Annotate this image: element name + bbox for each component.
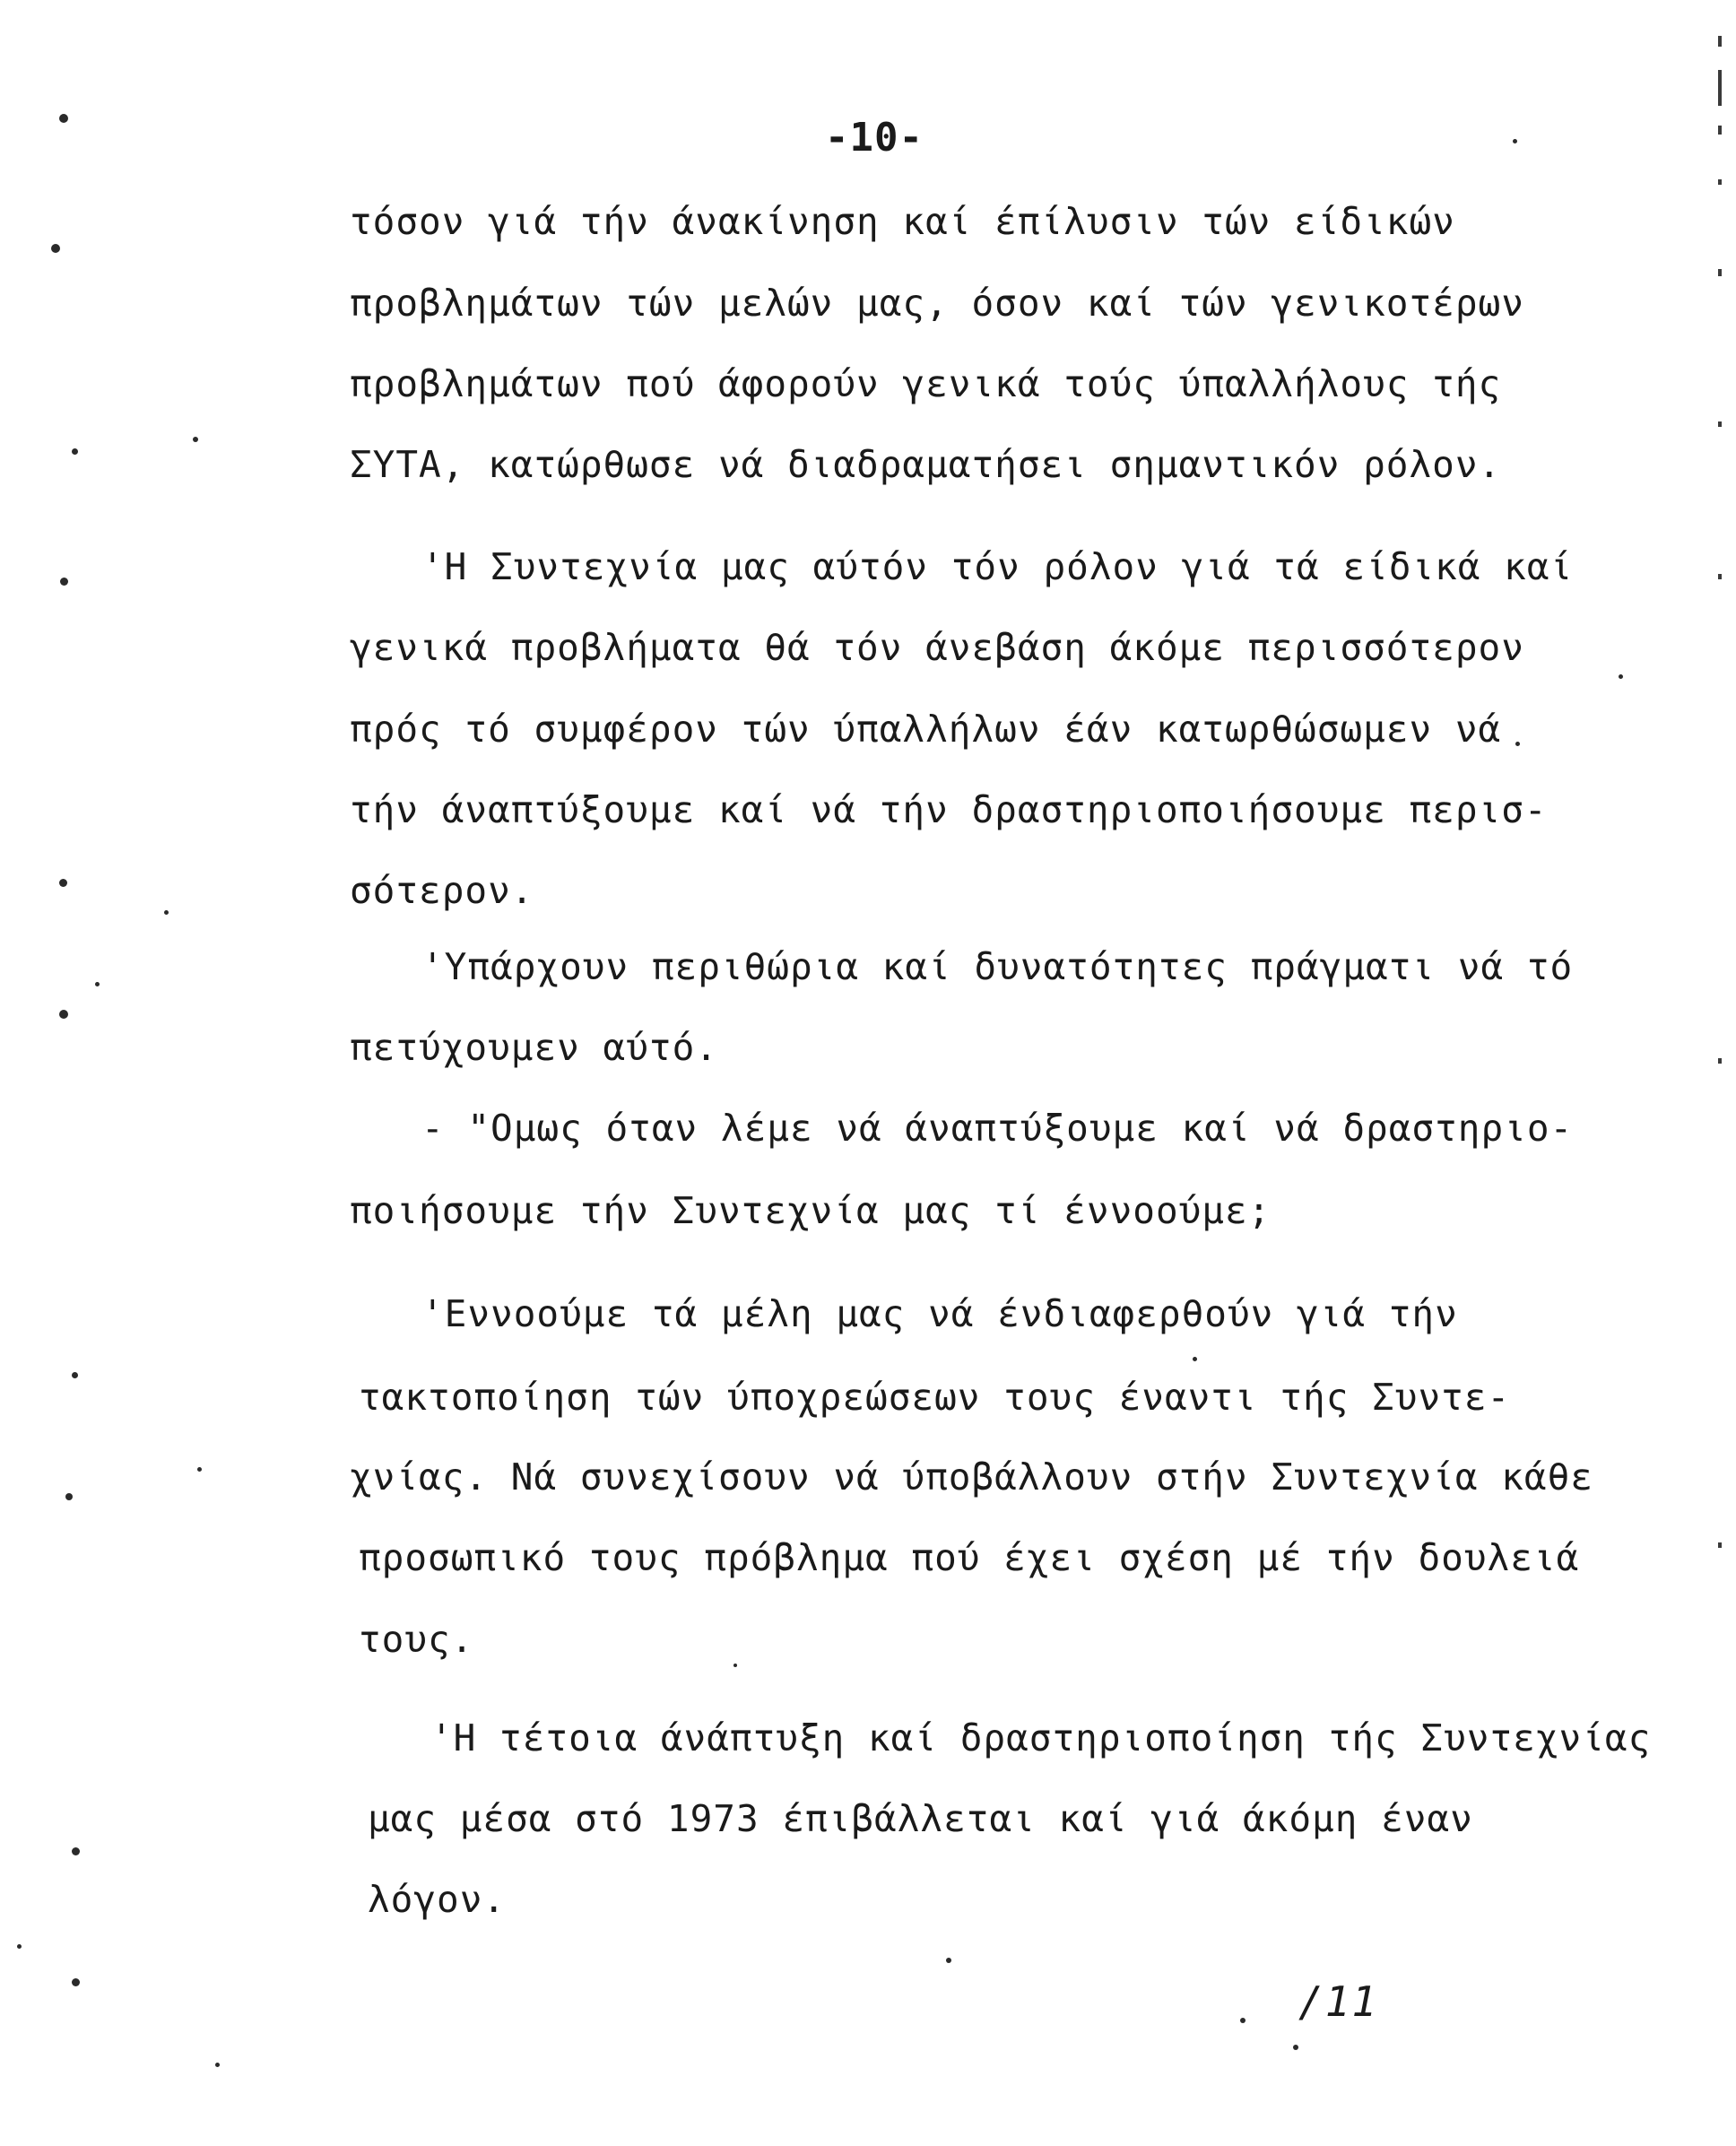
edge-mark (1718, 1058, 1722, 1064)
scan-speck (197, 1467, 202, 1472)
text-line: ποιήσουμε τήν Συντεχνία μας τί έννοούμε; (350, 1189, 1272, 1232)
text-line: μας μέσα στό 1973 έπιβάλλεται καί γιά άκόμη έναν (368, 1797, 1473, 1840)
text-line: σότερον. (350, 869, 534, 912)
text-line: 'Η Συντεχνία μας αύτόν τόν ρόλον γιά τά είδικά καί (421, 545, 1574, 588)
edge-mark (1718, 36, 1722, 47)
scan-speck (946, 1958, 951, 1963)
scan-speck (215, 2063, 220, 2067)
edge-mark (1718, 70, 1722, 106)
scan-speck (95, 982, 100, 986)
scan-speck (1515, 742, 1520, 746)
text-line: ΣΥΤΑ, κατώρθωσε νά διαδραματήσει σημαντικόν ρόλον. (350, 443, 1502, 486)
scan-speck (72, 1372, 78, 1378)
scan-speck (1619, 674, 1623, 679)
edge-mark (1718, 1542, 1722, 1548)
scan-speck (1240, 2018, 1246, 2023)
scan-speck (1513, 139, 1517, 143)
edge-mark (1718, 179, 1722, 185)
edge-mark (1718, 126, 1722, 135)
scan-speck (65, 1493, 73, 1500)
text-line: 'Υπάρχουν περιθώρια καί δυνατότητες πράγματι νά τό (421, 945, 1574, 988)
text-line: λόγον. (368, 1878, 507, 1921)
text-line: προσωπικό τους πρόβλημα πού έχει σχέση μέ τήν δουλειά (359, 1536, 1580, 1579)
scan-speck (51, 244, 60, 253)
scan-speck (193, 437, 198, 442)
scan-speck (59, 1010, 68, 1019)
text-line: χνίας. Νά συνεχίσουν νά ύποβάλλουν στήν Συντεχνία κάθε (350, 1455, 1593, 1499)
text-line: 'Η τέτοια άνάπτυξη καί δραστηριοποίηση τής Συντεχνίας (430, 1716, 1652, 1759)
text-line: 'Εννοούμε τά μέλη μας νά ένδιαφερθούν γιά τήν (421, 1292, 1458, 1335)
text-line: προβλημάτων τών μελών μας, όσον καί τών γενικοτέρων (350, 282, 1524, 325)
text-line: τήν άναπτύξουμε καί νά τήν δραστηριοποιήσουμε περισ- (350, 788, 1548, 831)
scan-speck (17, 1944, 22, 1949)
edge-mark (1718, 421, 1722, 427)
scan-speck (1293, 2045, 1298, 2050)
scan-speck (60, 578, 68, 586)
page-number: -10- (825, 115, 924, 161)
text-line: τους. (359, 1618, 474, 1661)
scan-speck (72, 448, 78, 455)
scan-speck (733, 1664, 737, 1667)
text-line: προβλημάτων πού άφορούν γενικά τούς ύπαλλήλους τής (350, 362, 1502, 405)
continuation-page-ref: /11 (1298, 1977, 1379, 2026)
scan-speck (59, 114, 68, 123)
text-line: τακτοποίηση τών ύποχρεώσεων τους έναντι τής Συντε- (359, 1376, 1511, 1419)
edge-mark (1718, 269, 1722, 276)
scan-speck (72, 1847, 80, 1855)
scan-speck (164, 910, 169, 915)
scan-speck (59, 879, 67, 887)
text-line: πρός τό συμφέρον τών ύπαλλήλων έάν κατωρθώσωμεν νά (350, 708, 1502, 751)
text-line: γενικά προβλήματα θά τόν άνεβάση άκόμε περισσότερον (350, 626, 1524, 669)
scan-speck (1193, 1357, 1197, 1361)
scan-speck (72, 1978, 80, 1986)
text-line: τόσον γιά τήν άνακίνηση καί έπίλυσιν τών είδικών (350, 200, 1455, 243)
text-line: - "Ομως όταν λέμε νά άναπτύξουμε καί νά δραστηριο- (421, 1107, 1574, 1150)
edge-mark (1718, 574, 1722, 579)
text-line: πετύχουμεν αύτό. (350, 1026, 718, 1069)
